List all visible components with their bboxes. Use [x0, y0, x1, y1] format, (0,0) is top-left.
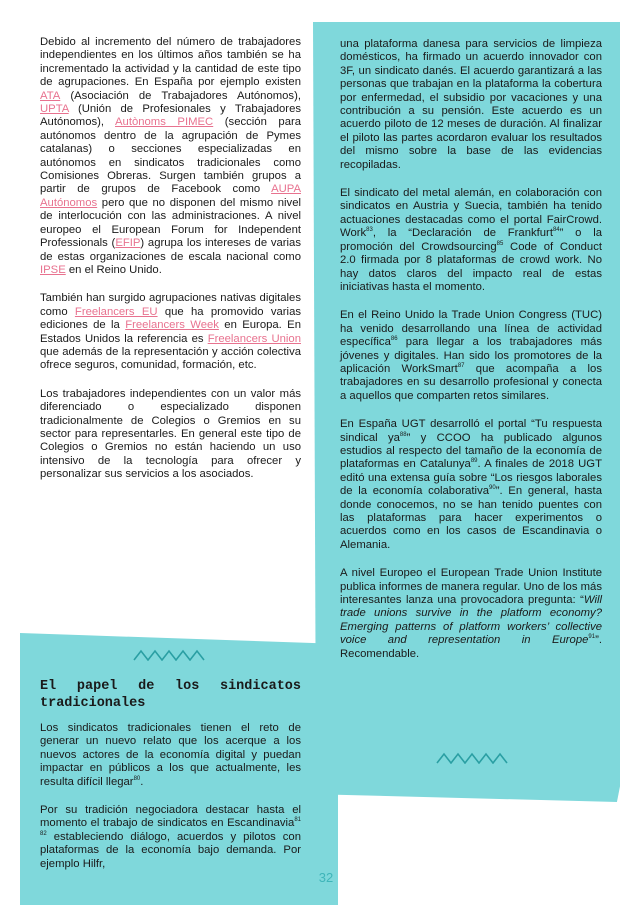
text: para llegar a los trabajadores más jóvenes y digitales. Han sido los promotores de la aplicación WorkSmart	[340, 336, 602, 375]
text: En el Reino Unido la Trade Union Congress (TUC) ha venido desarrollando una línea de actividad específica	[340, 309, 602, 349]
link-efip[interactable]: EFIP	[115, 237, 141, 250]
text: ” o la promoción del Crowdsourcing	[340, 227, 602, 253]
text: También han surgido agrupaciones nativas digitales como	[40, 292, 301, 318]
link-upta[interactable]: UPTA	[40, 103, 69, 116]
paragraph-germany	[340, 187, 602, 294]
paragraph-uk	[340, 309, 602, 403]
link-ipse[interactable]: IPSE	[40, 263, 66, 276]
text: ” y CCOO ha publicado algunos estudios al respecto del tamaño de la economía de plataformas en Catalunya	[340, 431, 602, 471]
footnote-89[interactable]: 89	[470, 458, 478, 465]
zigzag-decoration-icon	[436, 752, 508, 764]
text: (Unión de Profesionales y Trabajadores Autónomos),	[40, 103, 301, 129]
link-freelancers-week[interactable]: Freelancers Week	[125, 319, 219, 332]
paragraph-hilfr: una plataforma danesa para servicios de limpieza domésticos, ha firmado un acuerdo innovador con 3F, un sindicato danés. El acuerdo garantizará a las personas que trabajan en la plataforma la cobertura por enfermedad, el subsidio por vacaciones y una contribución a su pensión. Este acuerdo es un acuerdo piloto de 12 meses de duración. Al finalizar el piloto las partes acordaron evaluar los resultados del mismo sobre la base de las evidencias recopiladas.	[340, 38, 602, 171]
text: .	[140, 775, 144, 788]
footnote-80[interactable]: 80	[133, 775, 141, 782]
text: en Europa. En Estados Unidos la referencia es	[40, 319, 301, 345]
footnote-87[interactable]: 87	[457, 363, 465, 370]
text: ) agrupa los intereses de varias de estas organizaciones de escala nacional como	[40, 237, 301, 263]
text: Debido al incremento del número de trabajadores independientes en los últimos años también se ha incrementado la actividad y la cantidad de este tipo de agrupaciones. En España por ejemplo existen	[40, 36, 301, 89]
paragraph-associations	[40, 36, 301, 277]
quoted-title: Will trade unions survive in the platform economy? Emerging patterns of platform workers’ collective voice and representation in Europe	[340, 594, 602, 647]
footnote-84[interactable]: 84	[552, 227, 560, 234]
footnote-81-82[interactable]: 81 82	[40, 817, 301, 838]
text: pero que no disponen del mismo nivel de interlocución con las administraciones. A nivel europeo el European Forum for Independent Professionals (	[40, 196, 301, 250]
footnote-90[interactable]: 90	[489, 485, 496, 492]
text: que acompaña a los trabajadores en su desarrollo profesional y conecta a aquellos que comparten retos similares.	[340, 362, 602, 402]
text: que además de la representación y acción colectiva ofrece seguros, comunidad, formación, etc.	[40, 345, 301, 372]
paragraph-spain	[340, 418, 602, 552]
paragraph-guilds: Los trabajadores independientes con un valor más diferenciado o especializado disponen tradicionalmente de Colegios o Gremios en su sector para representarles. En general este tipo de Colegios o Gremios no están haciendo un uso intensivo de la tecnología para ofrecer y personalizar sus servicios a los asociados.	[40, 387, 301, 481]
footnote-91[interactable]: 91	[588, 634, 596, 641]
page-number: 32	[318, 870, 334, 885]
footnote-83[interactable]: 83	[366, 227, 373, 234]
link-freelancers-eu[interactable]: Freelancers EU	[74, 305, 158, 318]
text: Los sindicatos tradicionales tienen el reto de generar un nuevo relato que los acerque a los nuevos actores de la economía digital y puedan impactar en públicos a los que actualmente, les resulta difícil llegar	[40, 722, 301, 788]
text: estableciendo diálogo, acuerdos y pilotos con plataformas de la economía bajo demanda. Por ejemplo Hilfr,	[40, 830, 301, 870]
footnote-85[interactable]: 85	[496, 240, 504, 247]
footnote-88[interactable]: 88	[399, 431, 407, 438]
link-freelancers-union[interactable]: Freelancers Union	[207, 332, 301, 345]
text: ”. Recomendable.	[340, 634, 602, 660]
text: En España UGT desarrolló el portal “Tu respuesta sindical ya	[340, 418, 602, 444]
text: A nivel Europeo el European Trade Union Institute publica informes de manera regular. Uno de los más interesantes lanza una provocadora pregunta: “	[340, 567, 602, 607]
paragraph-europe	[340, 567, 602, 661]
sidebar-box	[40, 678, 301, 886]
link-aupa-autonomos[interactable]: AUPA Autónomos	[40, 183, 301, 209]
text: Code of Conduct 2.0 firmada por 8 plataformas de crowd work. No hay datos claros del impacto real de estas iniciativas hasta el momento.	[340, 240, 602, 293]
text: . A finales de 2018 UGT editó una extensa guía sobre “Los riesgos laborales de la economía colaborativa	[340, 458, 602, 498]
link-ata[interactable]: ATA	[40, 89, 61, 102]
text: en el Reino Unido.	[65, 263, 162, 276]
text: (Asociación de Trabajadores Autónomos),	[60, 89, 301, 102]
box-paragraph-2	[40, 804, 301, 871]
link-autonoms-pimec[interactable]: Autònoms PIMEC	[115, 116, 214, 129]
text: ”. En general, hasta donde conocemos, no se han tenido puentes con las plataformas para hacer experimentos o acuerdos como en los casos de Escandinavia o Alemania.	[340, 485, 602, 551]
text: (sección para autónomos dentro de la agrupación de Pymes catalanas) o secciones especializadas en autónomos en sindicatos tradicionales como Comisiones Obreras. Surgen también grupos a partir de grupos de Facebook como	[40, 116, 302, 196]
text: , la “Declaración de Frankfurt	[372, 227, 553, 240]
text: Por su tradición negociadora destacar hasta el momento el trabajo de sindicatos en Escandinavia	[40, 804, 301, 830]
zigzag-decoration-icon	[133, 649, 205, 661]
text: El sindicato del metal alemán, en colaboración con sindicatos en Austria y Suecia, también ha tenido actuaciones destacadas como el portal FairCrowd. Work	[340, 187, 602, 240]
box-paragraph-1	[40, 722, 301, 789]
box-title: El papel de los sindicatos tradicionales	[40, 679, 301, 711]
left-column	[40, 36, 301, 497]
text: que ha promovido varias ediciones de la	[40, 305, 302, 332]
footnote-86[interactable]: 86	[390, 336, 398, 343]
right-column	[340, 38, 602, 676]
paragraph-digital-groups	[40, 292, 301, 372]
